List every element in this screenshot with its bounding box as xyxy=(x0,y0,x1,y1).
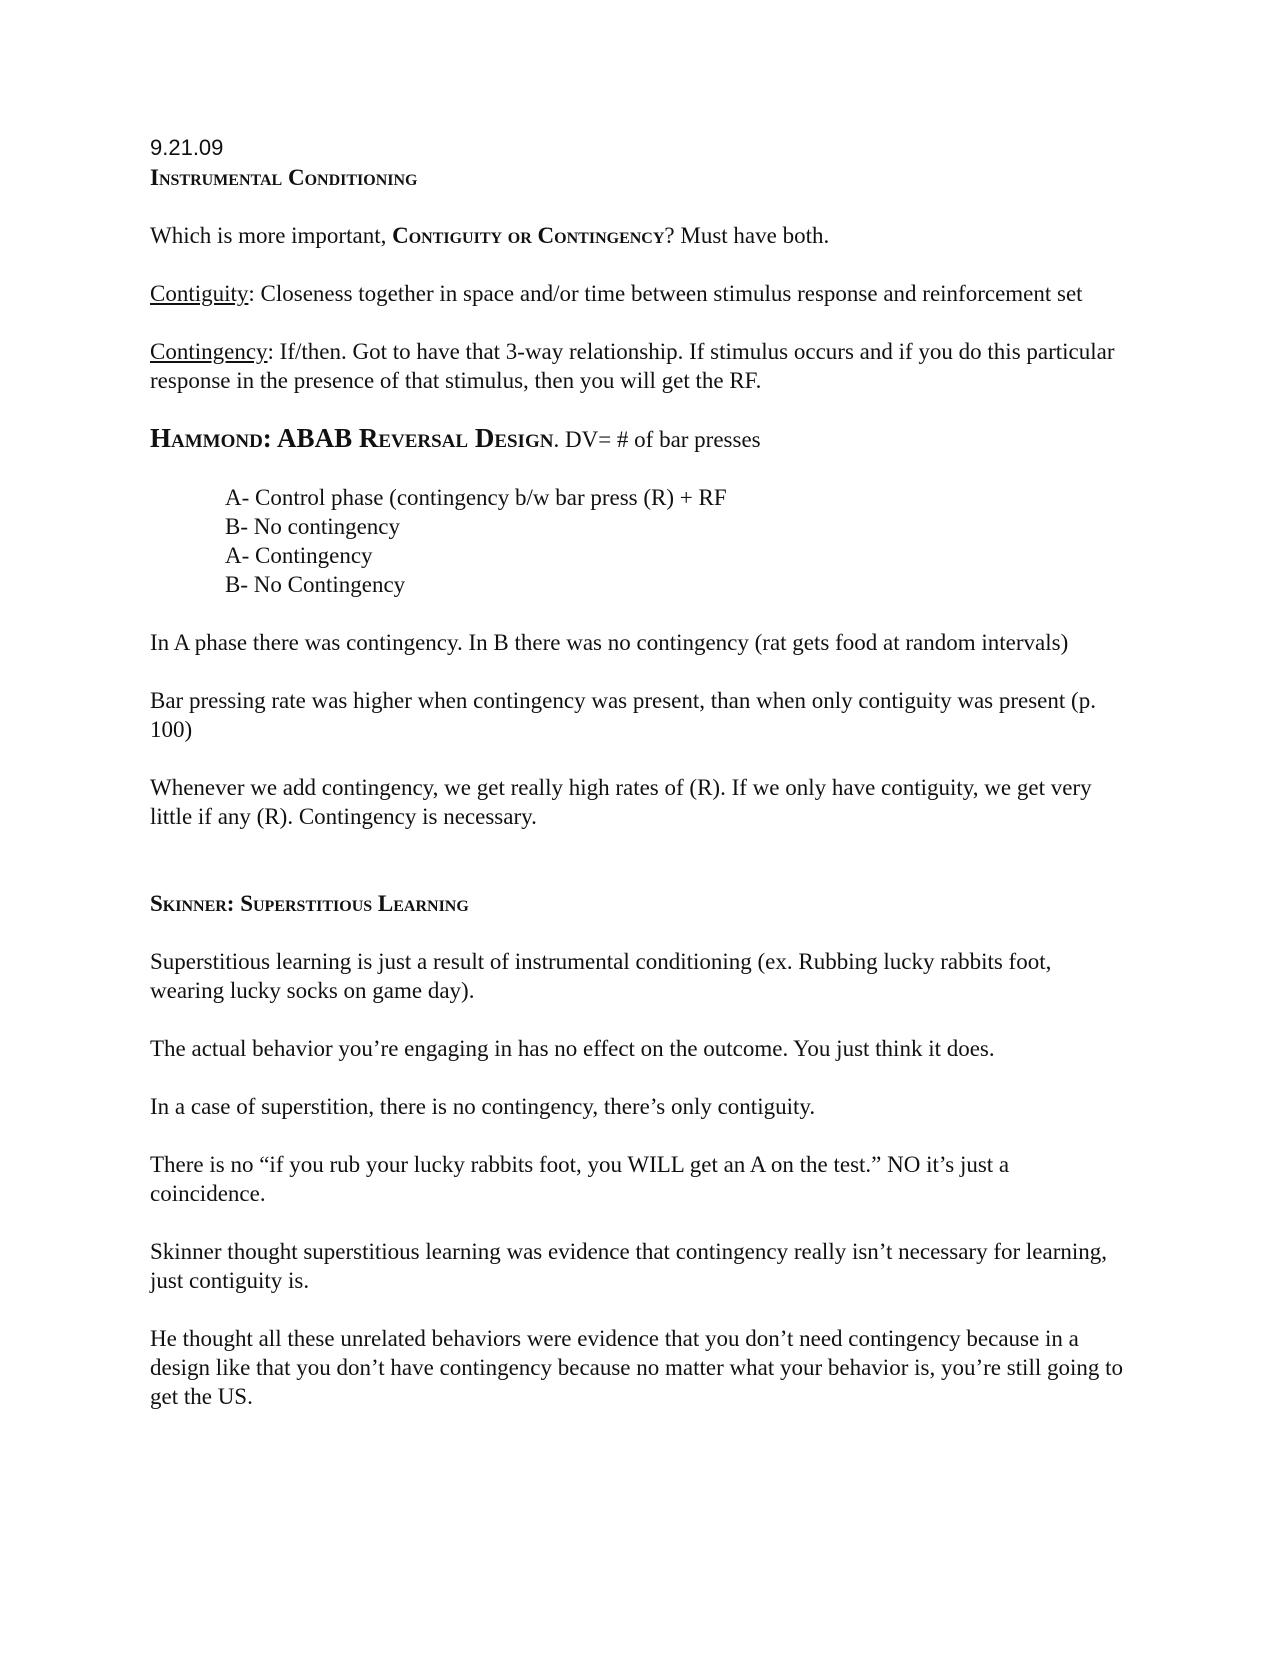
phase-item: B- No Contingency xyxy=(225,572,406,597)
paragraph: Skinner thought superstitious learning was evidence that contingency really isn’t necessary for learning, just contiguity is. xyxy=(150,1239,1108,1293)
paragraph: Whenever we add contingency, we get really high rates of (R). If we only have contiguity, we get very little if any (R). Contingency is necessary. xyxy=(150,775,1092,829)
contingency-definition xyxy=(150,337,1130,395)
paragraph: Superstitious learning is just a result of instrumental conditioning (ex. Rubbing lucky rabbits foot, wearing lucky socks on game day). xyxy=(150,949,1052,1003)
paragraph: There is no “if you rub your lucky rabbits foot, you WILL get an A on the test.” NO it’s just a coincidence. xyxy=(150,1152,1010,1206)
contiguity-definition xyxy=(150,279,1130,308)
question-paragraph xyxy=(150,221,1130,250)
paragraph: In A phase there was contingency. In B there was no contingency (rat gets food at random intervals) xyxy=(150,630,1069,655)
paragraph: The actual behavior you’re engaging in has no effect on the outcome. You just think it does. xyxy=(150,1036,995,1061)
phase-item: A- Control phase (contingency b/w bar press (R) + RF xyxy=(225,485,727,510)
question-suffix: ? Must have both. xyxy=(664,223,830,248)
phase-list xyxy=(225,483,1130,599)
hammond-dv: . DV= # of bar presses xyxy=(553,427,761,452)
skinner-heading: Skinner: Superstitious Learning xyxy=(150,891,469,916)
contingency-term: Contingency xyxy=(150,339,268,364)
paragraph: He thought all these unrelated behaviors were evidence that you don’t need contingency because in a design like that you don’t have contingency because no matter what your behavior is, you’re still going to get the US. xyxy=(150,1326,1124,1409)
date: 9.21.09 xyxy=(150,135,224,160)
paragraph: Bar pressing rate was higher when contingency was present, than when only contiguity was present (p. 100) xyxy=(150,688,1096,742)
question-prefix: Which is more important, xyxy=(150,223,393,248)
hammond-title: Hammond: ABAB Reversal Design xyxy=(150,423,554,453)
paragraph: In a case of superstition, there is no contingency, there’s only contiguity. xyxy=(150,1094,816,1119)
question-bold: Contiguity or Contingency xyxy=(392,223,665,248)
contiguity-text: : Closeness together in space and/or time between stimulus response and reinforcement set xyxy=(248,281,1083,306)
document-title: Instrumental Conditioning xyxy=(150,165,418,190)
document-page xyxy=(150,133,1130,1411)
contiguity-term: Contiguity xyxy=(150,281,249,306)
phase-item: A- Contingency xyxy=(225,543,373,568)
hammond-heading xyxy=(150,424,1130,454)
phase-item: B- No contingency xyxy=(225,514,401,539)
contingency-text: : If/then. Got to have that 3-way relationship. If stimulus occurs and if you do this particular response in the presence of that stimulus, then you will get the RF. xyxy=(150,339,1115,393)
